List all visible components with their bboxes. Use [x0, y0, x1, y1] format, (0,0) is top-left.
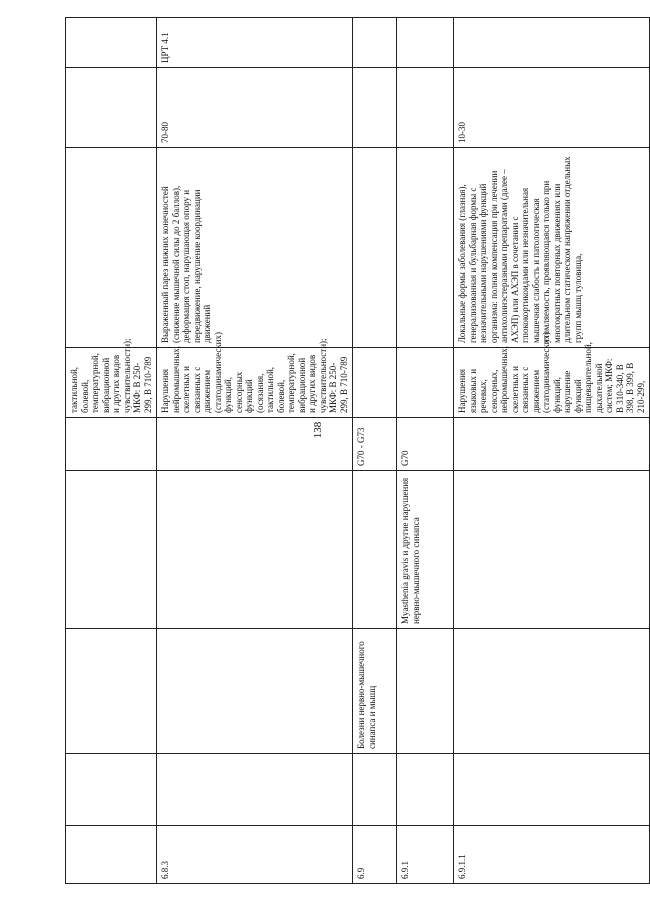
class-name-cell [397, 629, 454, 754]
reference-cell [353, 18, 397, 68]
icd-code-cell [66, 418, 157, 471]
empty-cell [157, 754, 353, 826]
reference-cell [397, 18, 454, 68]
code-cell: 6.9.1.1 [454, 826, 650, 884]
manifestations-cell: Нарушения языковых и речевых, сенсорных, нейромышечных, скелетных и связанных с движением (статодинамических) функций, нарушение функций пищеварительной, дыхательной систем; МКФ: B 310-340, B 398, B 399, B 210-299, [454, 348, 650, 418]
page-number: 138 [312, 421, 324, 439]
empty-cell [353, 754, 397, 826]
class-name-cell [454, 629, 650, 754]
table-row [353, 18, 397, 884]
manifestations-cell [397, 348, 454, 418]
criteria-cell: Локальные формы заболевания (глазная), генерализованная и бульбарная формы с незначительными нарушениями функций организма: полная компенсация при лечении антихолинэстеразными препаратами (далее – АХЭП) или АХЭП в сочетании с глюкокортикоидами или незначительная мышечная слабость и патологическая утомляемость, проявляющаяся только при многократных повторных движениях или длительном статическом напряжении отдельных групп мышц туловища, [454, 148, 650, 348]
percent-cell [66, 68, 157, 148]
criteria-cell: Выраженный парез нижних конечностей (снижение мышечной силы до 2 баллов), деформация стоп, нарушающая опору и передвижение, нарушение координации движений [157, 148, 353, 348]
icd-code-cell [157, 418, 353, 471]
criteria-cell [397, 148, 454, 348]
empty-cell [397, 754, 454, 826]
manifestations-cell: Нарушения нейромышечных, скелетных и связанных с движением (статодинамических) функций, сенсорных функций (осязания, тактильной, болевой, температурной, вибрационной и других видов чувствительности); МКФ: B 250-299, B 710-789 [157, 348, 353, 418]
class-name-cell [157, 629, 353, 754]
manifestations-cell: тактильной, болевой, температурной, вибрационной и других видов чувствительности); МКФ: B 250-299, B 710-789 [66, 348, 157, 418]
code-cell: 6.8.3 [157, 826, 353, 884]
percent-cell: 70-80 [157, 68, 353, 148]
criteria-cell [66, 148, 157, 348]
table-row [157, 18, 353, 884]
code-cell: 6.9 [353, 826, 397, 884]
class-name-cell [66, 629, 157, 754]
nosology-cell [66, 471, 157, 629]
code-cell [66, 826, 157, 884]
icd-code-cell [454, 418, 650, 471]
percent-cell [353, 68, 397, 148]
nosology-cell [353, 471, 397, 629]
table-row [66, 18, 157, 884]
rotated-table-frame [65, 18, 646, 884]
percent-cell [397, 68, 454, 148]
reference-cell [454, 18, 650, 68]
nosology-cell: Myasthenia gravis и другие нарушения нервно-мышечного синапса [397, 471, 454, 629]
nosology-cell [157, 471, 353, 629]
nosology-cell [454, 471, 650, 629]
reference-cell [66, 18, 157, 68]
empty-cell [454, 754, 650, 826]
manifestations-cell [353, 348, 397, 418]
icd-code-cell: G70 - G73 [353, 418, 397, 471]
code-cell: 6.9.1 [397, 826, 454, 884]
class-name-cell: Болезни нервно-мышечного синапса и мышц [353, 629, 397, 754]
disability-criteria-table [65, 17, 650, 884]
icd-code-cell: G70 [397, 418, 454, 471]
criteria-cell [353, 148, 397, 348]
table-row [454, 18, 650, 884]
reference-cell: ЦРТ 4.1 [157, 18, 353, 68]
table-row [397, 18, 454, 884]
percent-cell: 10-30 [454, 68, 650, 148]
empty-cell [66, 754, 157, 826]
